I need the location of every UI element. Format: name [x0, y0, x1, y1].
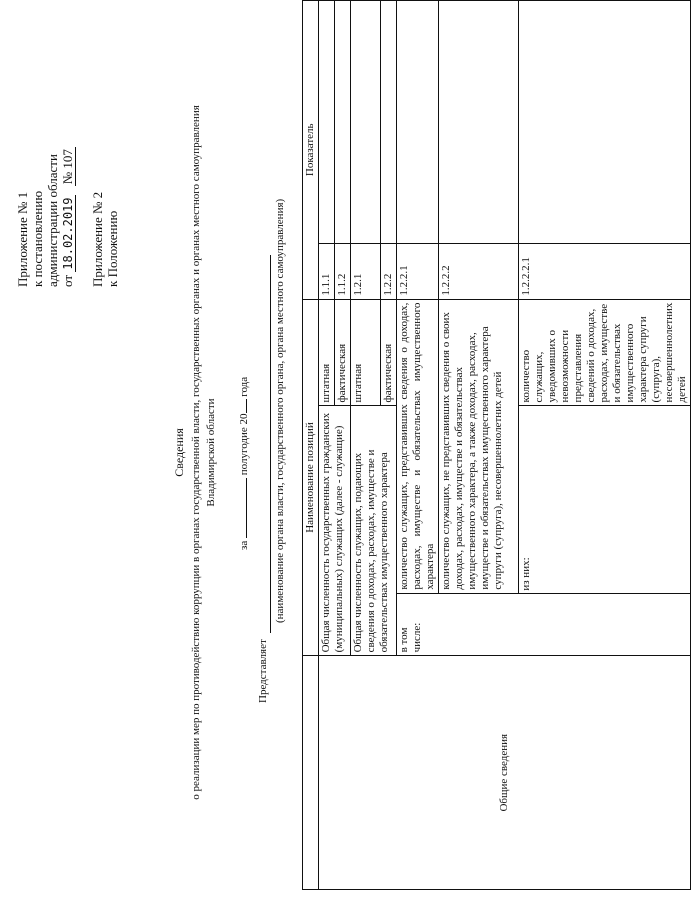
appendix-1-line3: администрации области	[45, 154, 60, 287]
total-staff-b-label: фактическая	[336, 343, 348, 403]
notified-text: количество служащих, уведомивших о невозможности представления сведений о доходах, расходах, имуществе и обязательствах имущественного характера супруги (супруга), несовершеннолетних детей	[520, 302, 688, 403]
value-1-2-1[interactable]	[351, 1, 381, 244]
row-total-staff-b-label	[335, 299, 351, 406]
data-table	[302, 0, 691, 890]
total-staff-text: Общая численность государственных гражданских (муниципальных) служащих (далее - служащие)	[320, 412, 345, 653]
value-1-2-2-1[interactable]	[397, 1, 439, 244]
period-half-blank	[246, 478, 247, 538]
row-submitted-code	[397, 244, 439, 299]
appendix-1-line2: к постановлению	[30, 190, 45, 287]
appendix-1-date-line	[60, 147, 76, 287]
code-1-1-1: 1.1.1	[320, 273, 332, 296]
period-year-blank	[246, 399, 247, 413]
code-1-1-2: 1.1.2	[336, 273, 348, 296]
including-label-cell	[397, 593, 691, 656]
appendix-1-line1: Приложение № 1	[15, 191, 30, 287]
decree-date: 18.02.2019	[61, 197, 75, 270]
period-prefix: за	[238, 540, 250, 550]
row-not-submitted-code	[439, 244, 519, 299]
row-total-staff-text	[319, 406, 351, 656]
row-total-staff-a-code	[319, 244, 335, 299]
document-title-line2: Владимирской области	[205, 398, 217, 507]
row-declaring-staff-a-code	[351, 244, 381, 299]
row-notified-code	[519, 244, 691, 299]
value-1-1-2[interactable]	[335, 1, 351, 244]
row-submitted-text	[397, 299, 439, 593]
period-middle: полугодие 20	[238, 413, 250, 476]
row-declaring-staff-a-label	[351, 299, 381, 406]
submitter-label: Представляет	[257, 639, 269, 703]
period-suffix: года	[238, 376, 250, 397]
from-prefix: от	[60, 274, 75, 287]
row-declaring-staff-b-code	[381, 244, 397, 299]
header-indicator: Показатель	[304, 123, 316, 177]
value-1-2-2-2-1[interactable]	[519, 1, 691, 244]
header-indicator-cell	[303, 1, 319, 300]
row-not-submitted-text	[439, 299, 519, 593]
submitted-text: количество служащих, представивших сведения о доходах, расходах, имуществе и обязательствах имущественного характера	[398, 302, 436, 590]
of-them-label: из них:	[520, 557, 532, 591]
document-heading: Сведения	[172, 428, 186, 477]
code-1-2-2-2: 1.2.2.2	[440, 265, 452, 296]
declaring-staff-text: Общая численность служащих, подающих сведения о доходах, расходах, имуществе и обязательствах имущественного характера	[352, 449, 390, 653]
row-notified-text	[519, 299, 691, 406]
document-title-line1: о реализации мер по противодействию коррупции в органах государственной власти, государственных органах и органах местного самоуправления	[190, 105, 202, 800]
section-cell	[319, 656, 691, 890]
total-staff-a-label: штатная	[320, 363, 332, 403]
header-name-cell	[303, 299, 319, 656]
value-1-2-2[interactable]	[381, 1, 397, 244]
appendix-2-line1: Приложение № 2	[90, 191, 105, 287]
submitter-caption: (наименование органа власти, государственного органа, органа местного самоуправления)	[274, 198, 286, 623]
code-1-2-2: 1.2.2	[382, 273, 394, 296]
not-submitted-text: количество служащих, не представивших сведения о своих доходах, расходах, имуществе и обязательствах имущественного характера, а также доходах, расходах, имуществе и обязательствах имущественного характера супруги (супруга), несовершеннолетних детей	[440, 312, 504, 590]
declaring-staff-a-label: штатная	[352, 363, 364, 403]
declaring-staff-b-label: фактическая	[382, 343, 394, 403]
including-label: в том числе:	[398, 622, 423, 653]
header-name: Наименование позиций	[304, 422, 316, 533]
section-title: Общие сведения	[498, 733, 510, 812]
code-1-2-1: 1.2.1	[352, 273, 364, 296]
of-them-label-cell	[519, 406, 691, 593]
row-declaring-staff-text	[351, 406, 397, 656]
appendix-2-line2: к Положению	[105, 210, 120, 287]
value-1-1-1[interactable]	[319, 1, 335, 244]
decree-number: № 107	[60, 149, 75, 185]
reporting-period	[238, 377, 250, 550]
value-1-2-2-2[interactable]	[439, 1, 519, 244]
row-total-staff-b-code	[335, 244, 351, 299]
code-1-2-2-2-1: 1.2.2.2.1	[520, 257, 532, 296]
submitter-blank-line	[270, 255, 271, 633]
code-1-2-2-1: 1.2.2.1	[398, 265, 410, 296]
row-total-staff-a-label	[319, 299, 335, 406]
row-declaring-staff-b-label	[381, 299, 397, 406]
